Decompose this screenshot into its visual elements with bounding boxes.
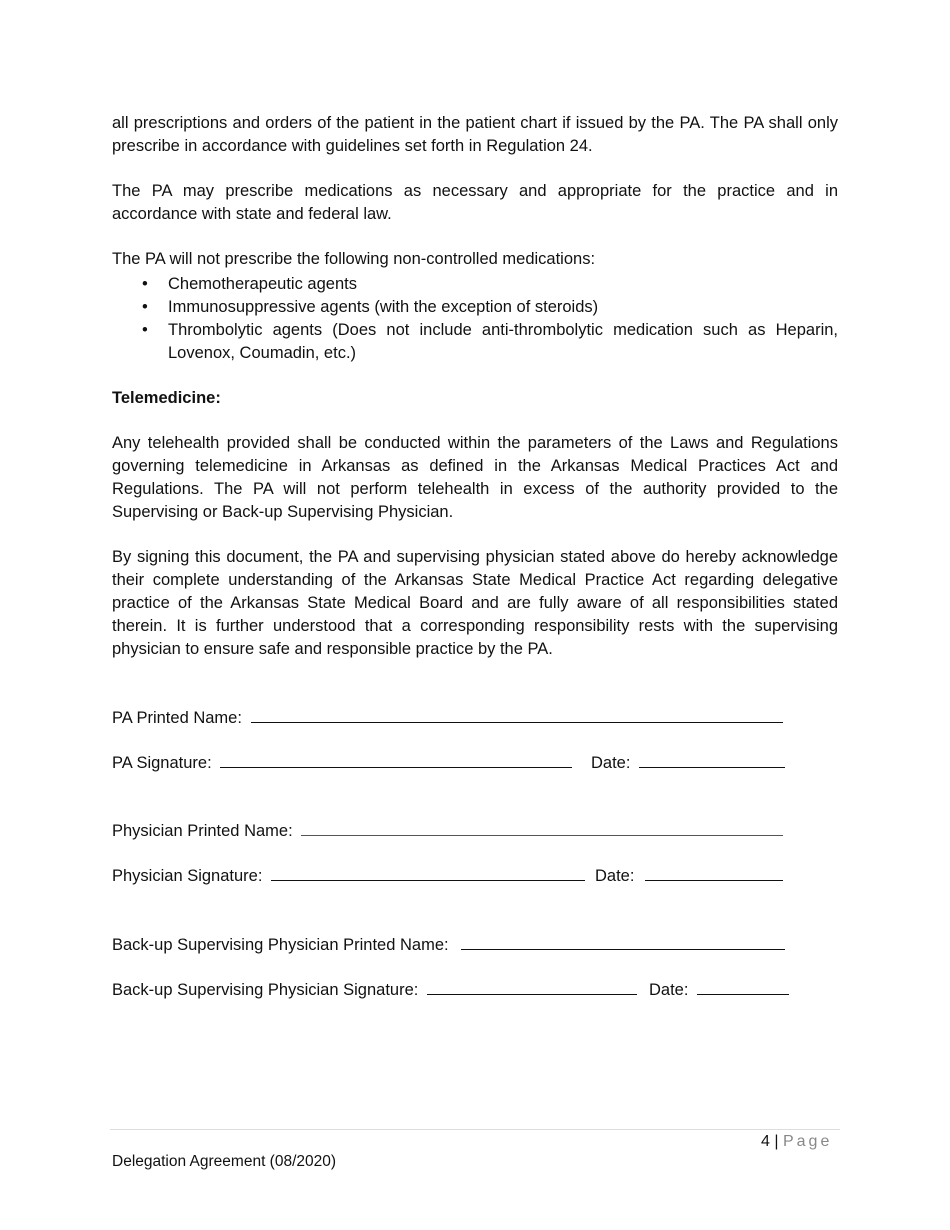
bullet-icon: • [142,298,148,316]
physician-printed-name-field[interactable] [301,821,783,836]
pa-signature-row [112,753,572,773]
pa-signature-label: PA Signature: [112,754,212,772]
backup-printed-name-label: Back-up Supervising Physician Printed Name: [112,936,449,954]
backup-signature-label: Back-up Supervising Physician Signature: [112,981,419,999]
section-heading-telemedicine: Telemedicine: [112,389,221,407]
bullet-icon: • [142,321,148,339]
backup-signature-field[interactable] [427,980,637,995]
physician-date-row [595,866,783,886]
list-item: • Chemotherapeutic agents [112,273,838,296]
physician-date-field[interactable] [645,866,783,881]
footer-document-title: Delegation Agreement (08/2020) [112,1153,337,1170]
pa-date-label: Date: [591,754,631,772]
paragraph-prescribe-medications: The PA may prescribe medications as necessary and appropriate for the practice and in accordance with state and federal law. [112,182,838,223]
medication-list [112,273,838,365]
backup-signature-row [112,980,637,1000]
paragraph-non-controlled: The PA will not prescribe the following non-controlled medications: [112,250,596,268]
list-item: • Immunosuppressive agents (with the exception of steroids) [112,296,838,319]
physician-printed-name-label: Physician Printed Name: [112,822,293,840]
document-body [112,112,838,683]
backup-date-field[interactable] [697,980,789,995]
pa-printed-name-label: PA Printed Name: [112,709,242,727]
pa-date-field[interactable] [639,753,785,768]
pa-signature-field[interactable] [220,753,572,768]
list-item: • Thrombolytic agents (Does not include anti-thrombolytic medication such as Heparin, Lovenox, Coumadin, etc.) [142,321,838,362]
paragraph-telehealth: Any telehealth provided shall be conducted within the parameters of the Laws and Regulations governing telemedicine in Arkansas as defined in the Arkansas Medical Practices Act and Regulations. The PA will not perform telehealth in excess of the authority provided to the Supervising or Back-up Supervising Physician. [112,434,838,521]
physician-signature-field[interactable] [271,866,585,881]
pa-printed-name-field[interactable] [251,708,783,723]
paragraph-acknowledgement: By signing this document, the PA and supervising physician stated above do hereby acknowledge their complete understanding of the Arkansas State Medical Practice Act regarding delegative practice of the Arkansas State Medical Board and are fully aware of all responsibilities stated therein. It is further understood that a corresponding responsibility rests with the supervising physician to ensure safe and responsible practice by the PA. [112,548,838,658]
backup-date-row [649,980,789,1000]
page-number: 4 | Page [761,1133,833,1150]
physician-printed-name-row [112,821,783,841]
physician-date-label: Date: [595,867,635,885]
pa-printed-name-row [112,708,783,728]
backup-date-label: Date: [649,981,689,999]
pa-date-row [591,753,785,773]
backup-printed-name-field[interactable] [461,935,785,950]
physician-signature-row [112,866,585,886]
footer-divider [110,1129,840,1130]
bullet-icon: • [142,275,148,293]
physician-signature-label: Physician Signature: [112,867,263,885]
paragraph-prescriptions: all prescriptions and orders of the patient in the patient chart if issued by the PA. The PA shall only prescribe in accordance with guidelines set forth in Regulation 24. [112,114,838,155]
backup-printed-name-row [112,935,785,955]
